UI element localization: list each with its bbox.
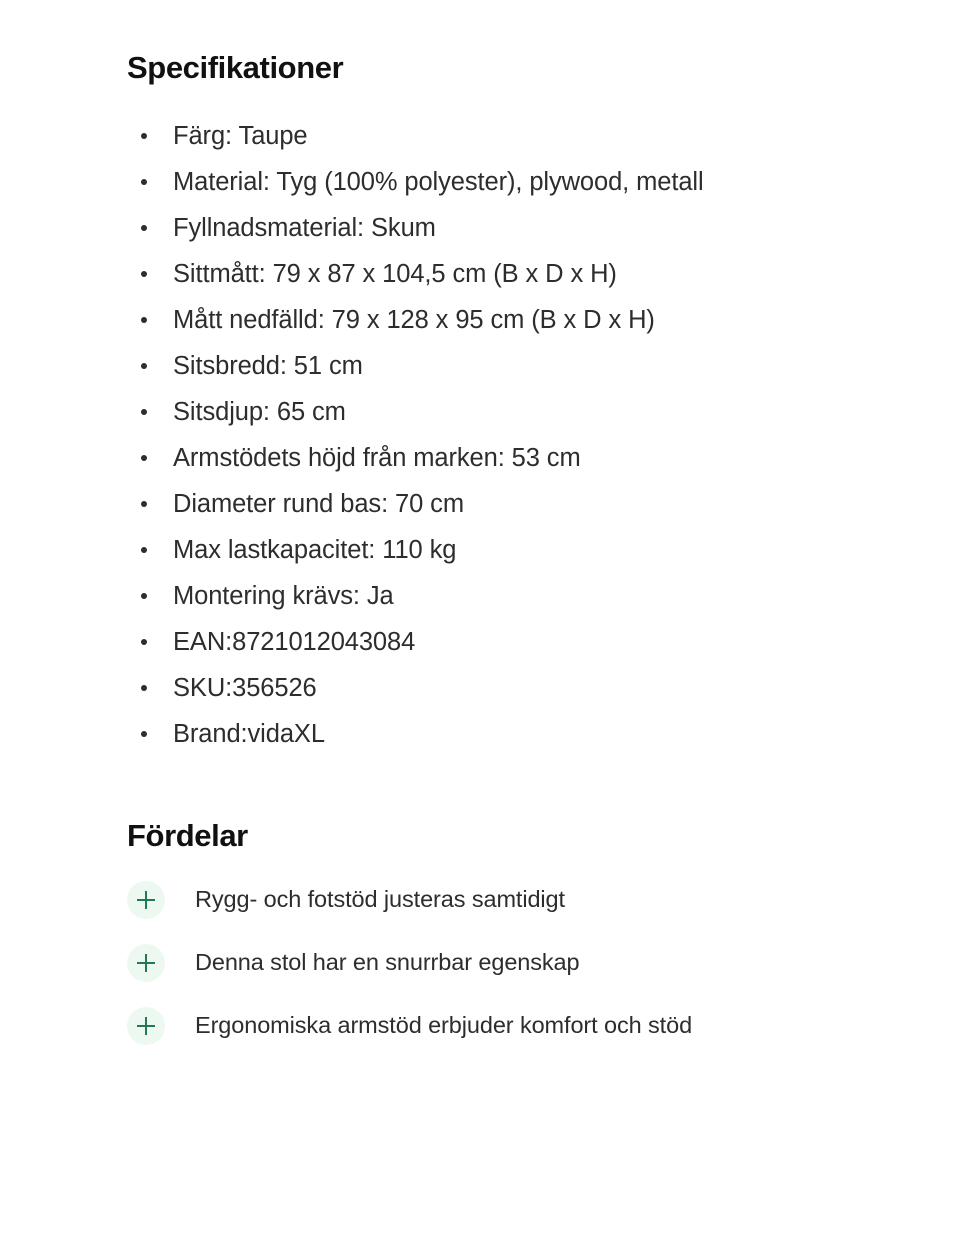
specification-item-label: Färg: Taupe [173, 122, 308, 151]
specification-item-label: Sitsdjup: 65 cm [173, 398, 346, 427]
specification-item [127, 435, 833, 481]
bullet-icon [141, 225, 147, 231]
bullet-icon [141, 731, 147, 737]
specification-item-label: Armstödets höjd från marken: 53 cm [173, 444, 581, 473]
benefits-heading: Fördelar [127, 818, 248, 854]
bullet-icon [141, 501, 147, 507]
bullet-icon [141, 639, 147, 645]
benefit-item [127, 880, 817, 919]
specification-item [127, 343, 833, 389]
specification-item-label: Material: Tyg (100% polyester), plywood, metall [173, 168, 704, 197]
specification-item [127, 113, 833, 159]
specification-item-label: SKU:356526 [173, 674, 317, 703]
specification-item-label: Sitsbredd: 51 cm [173, 352, 363, 381]
bullet-icon [141, 133, 147, 139]
specification-item-label: Montering krävs: Ja [173, 582, 394, 611]
benefit-item [127, 943, 817, 982]
specification-item [127, 297, 833, 343]
specification-item [127, 389, 833, 435]
specifications-list [127, 86, 833, 757]
bullet-icon [141, 593, 147, 599]
bullet-icon [141, 179, 147, 185]
bullet-icon [141, 685, 147, 691]
specification-item-label: Sittmått: 79 x 87 x 104,5 cm (B x D x H) [173, 260, 617, 289]
bullet-icon [141, 271, 147, 277]
specification-item-label: Brand:vidaXL [173, 720, 325, 749]
specifications-heading: Specifikationer [127, 50, 344, 85]
specification-item [127, 527, 833, 573]
benefits-heading-wrap [127, 757, 833, 854]
plus-icon [127, 881, 165, 919]
plus-icon [127, 944, 165, 982]
specifications-section [127, 0, 833, 757]
specification-item-label: Max lastkapacitet: 110 kg [173, 536, 457, 565]
specification-item-label: Fyllnadsmaterial: Skum [173, 214, 436, 243]
specification-item [127, 573, 833, 619]
bullet-icon [141, 547, 147, 553]
specification-item-label: Diameter rund bas: 70 cm [173, 490, 464, 519]
plus-icon [127, 1007, 165, 1045]
bullet-icon [141, 409, 147, 415]
benefit-item-label: Denna stol har en snurrbar egenskap [195, 949, 580, 976]
specification-item [127, 711, 833, 757]
benefits-list [127, 854, 833, 1045]
specification-item [127, 665, 833, 711]
specification-item [127, 251, 833, 297]
benefit-item [127, 1006, 817, 1045]
bullet-icon [141, 455, 147, 461]
specifications-heading-wrap [127, 0, 833, 86]
specification-item [127, 481, 833, 527]
specification-item [127, 205, 833, 251]
specification-item-label: Mått nedfälld: 79 x 128 x 95 cm (B x D x H) [173, 306, 655, 335]
benefits-section [127, 757, 833, 1045]
benefit-item-label: Ergonomiska armstöd erbjuder komfort och stöd [195, 1012, 693, 1039]
specification-item [127, 619, 833, 665]
specification-item-label: EAN:8721012043084 [173, 628, 416, 657]
bullet-icon [141, 363, 147, 369]
bullet-icon [141, 317, 147, 323]
specification-item [127, 159, 833, 205]
benefit-item-label: Rygg- och fotstöd justeras samtidigt [195, 886, 565, 913]
